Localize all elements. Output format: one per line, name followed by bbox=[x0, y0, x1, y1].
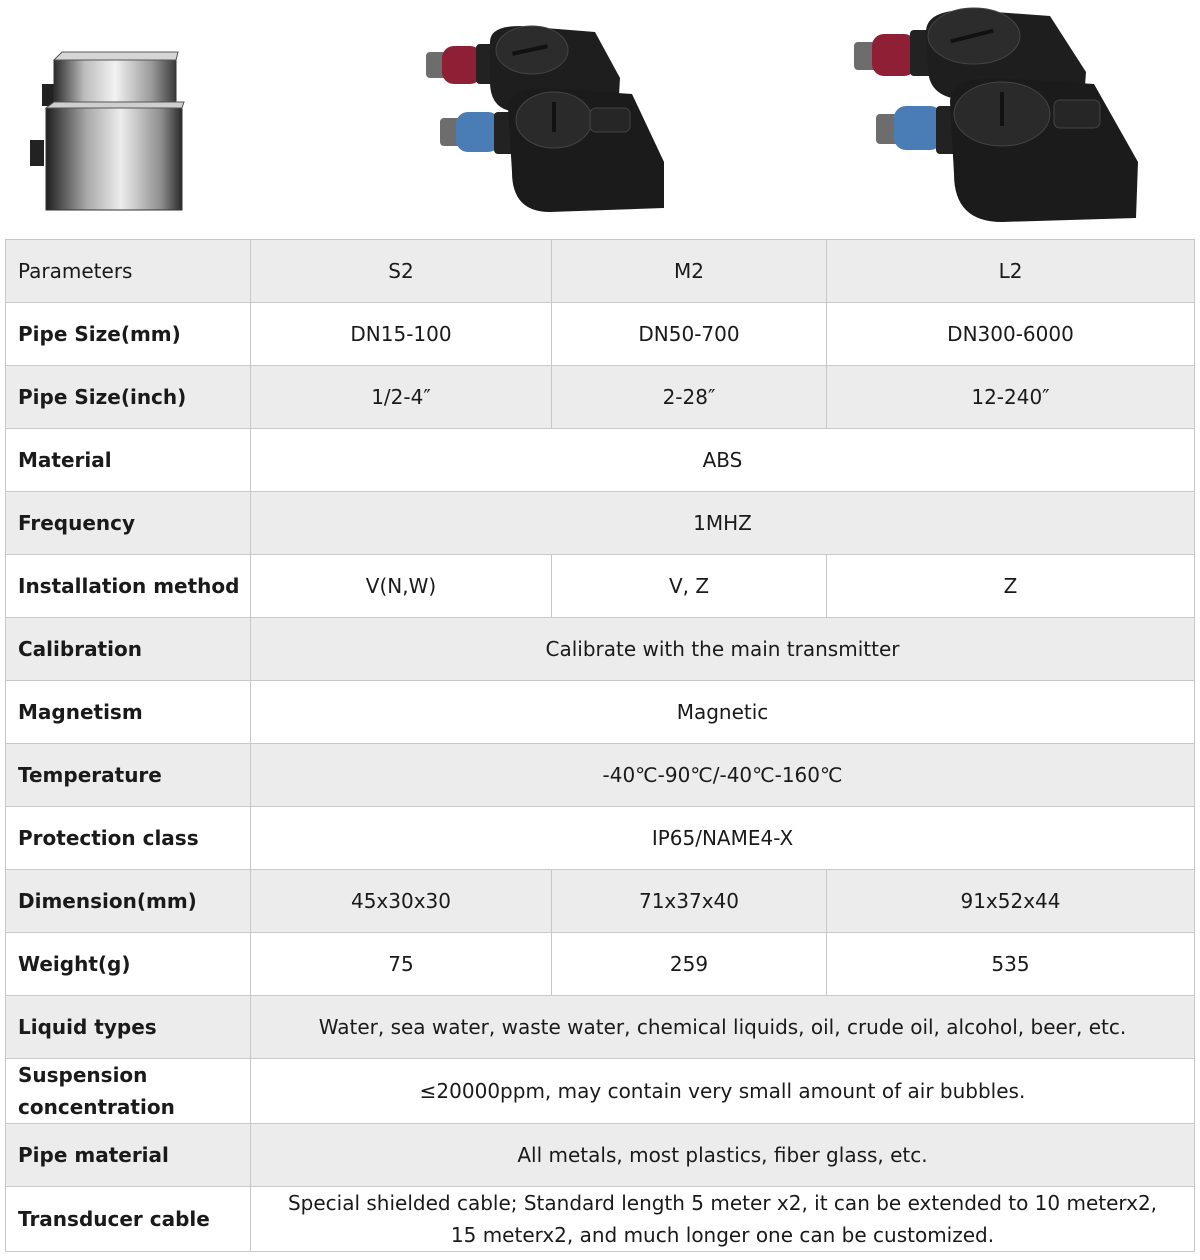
table-row-header bbox=[6, 240, 1195, 303]
row-label: Protection class bbox=[6, 807, 251, 870]
row-label: Liquid types bbox=[6, 996, 251, 1059]
cell-s2: DN15-100 bbox=[251, 303, 552, 366]
cell-m2: V, Z bbox=[552, 555, 827, 618]
row-label: Calibration bbox=[6, 618, 251, 681]
row-label: Pipe material bbox=[6, 1124, 251, 1187]
spec-table bbox=[5, 239, 1195, 1252]
cell-s2: V(N,W) bbox=[251, 555, 552, 618]
cell-m2: 2-28″ bbox=[552, 366, 827, 429]
cell-line2: 15 meterx2, and much longer one can be customized. bbox=[450, 1223, 995, 1247]
cell-all: ≤20000ppm, may contain very small amount of air bubbles. bbox=[251, 1059, 1195, 1124]
table-row bbox=[6, 1124, 1195, 1187]
m2-transducer-image bbox=[420, 22, 670, 217]
table-row bbox=[6, 1059, 1195, 1124]
cell-l2: 535 bbox=[827, 933, 1195, 996]
header-parameters: Parameters bbox=[6, 240, 251, 303]
table-row bbox=[6, 492, 1195, 555]
table-row bbox=[6, 303, 1195, 366]
row-label-line2: concentration bbox=[18, 1095, 175, 1119]
cell-m2: 259 bbox=[552, 933, 827, 996]
cell-l2: 12-240″ bbox=[827, 366, 1195, 429]
table-row bbox=[6, 807, 1195, 870]
row-label: Transducer cable bbox=[6, 1187, 251, 1252]
header-l2: L2 bbox=[827, 240, 1195, 303]
header-m2: M2 bbox=[552, 240, 827, 303]
cell-all bbox=[251, 1187, 1195, 1252]
cell-all: ABS bbox=[251, 429, 1195, 492]
row-label: Material bbox=[6, 429, 251, 492]
cell-all: All metals, most plastics, fiber glass, etc. bbox=[251, 1124, 1195, 1187]
table-row bbox=[6, 933, 1195, 996]
cell-s2: 1/2-4″ bbox=[251, 366, 552, 429]
header-s2: S2 bbox=[251, 240, 552, 303]
cell-all: IP65/NAME4-X bbox=[251, 807, 1195, 870]
row-label bbox=[6, 1059, 251, 1124]
row-label: Temperature bbox=[6, 744, 251, 807]
cell-m2: DN50-700 bbox=[552, 303, 827, 366]
cell-all: Calibrate with the main transmitter bbox=[251, 618, 1195, 681]
table-row bbox=[6, 996, 1195, 1059]
cell-l2: DN300-6000 bbox=[827, 303, 1195, 366]
table-row bbox=[6, 555, 1195, 618]
product-images bbox=[0, 0, 1200, 236]
row-label: Dimension(mm) bbox=[6, 870, 251, 933]
cell-all: -40℃-90℃/-40℃-160℃ bbox=[251, 744, 1195, 807]
table-row bbox=[6, 1187, 1195, 1252]
cell-all: 1MHZ bbox=[251, 492, 1195, 555]
cell-s2: 75 bbox=[251, 933, 552, 996]
row-label: Pipe Size(mm) bbox=[6, 303, 251, 366]
cell-m2: 71x37x40 bbox=[552, 870, 827, 933]
table-row bbox=[6, 744, 1195, 807]
row-label: Weight(g) bbox=[6, 933, 251, 996]
table-row bbox=[6, 429, 1195, 492]
row-label-line1: Suspension bbox=[18, 1063, 148, 1087]
cell-line1: Special shielded cable; Standard length 5 meter x2, it can be extended to 10 meterx2, bbox=[287, 1191, 1158, 1215]
table-row bbox=[6, 366, 1195, 429]
row-label: Magnetism bbox=[6, 681, 251, 744]
table-row bbox=[6, 870, 1195, 933]
cell-all: Magnetic bbox=[251, 681, 1195, 744]
cell-s2: 45x30x30 bbox=[251, 870, 552, 933]
cell-l2: 91x52x44 bbox=[827, 870, 1195, 933]
row-label: Frequency bbox=[6, 492, 251, 555]
cell-all: Water, sea water, waste water, chemical liquids, oil, crude oil, alcohol, beer, etc. bbox=[251, 996, 1195, 1059]
row-label: Pipe Size(inch) bbox=[6, 366, 251, 429]
l2-transducer-image bbox=[850, 2, 1142, 224]
row-label: Installation method bbox=[6, 555, 251, 618]
table-row bbox=[6, 681, 1195, 744]
s2-transducer-image bbox=[18, 50, 190, 215]
cell-l2: Z bbox=[827, 555, 1195, 618]
table-row bbox=[6, 618, 1195, 681]
